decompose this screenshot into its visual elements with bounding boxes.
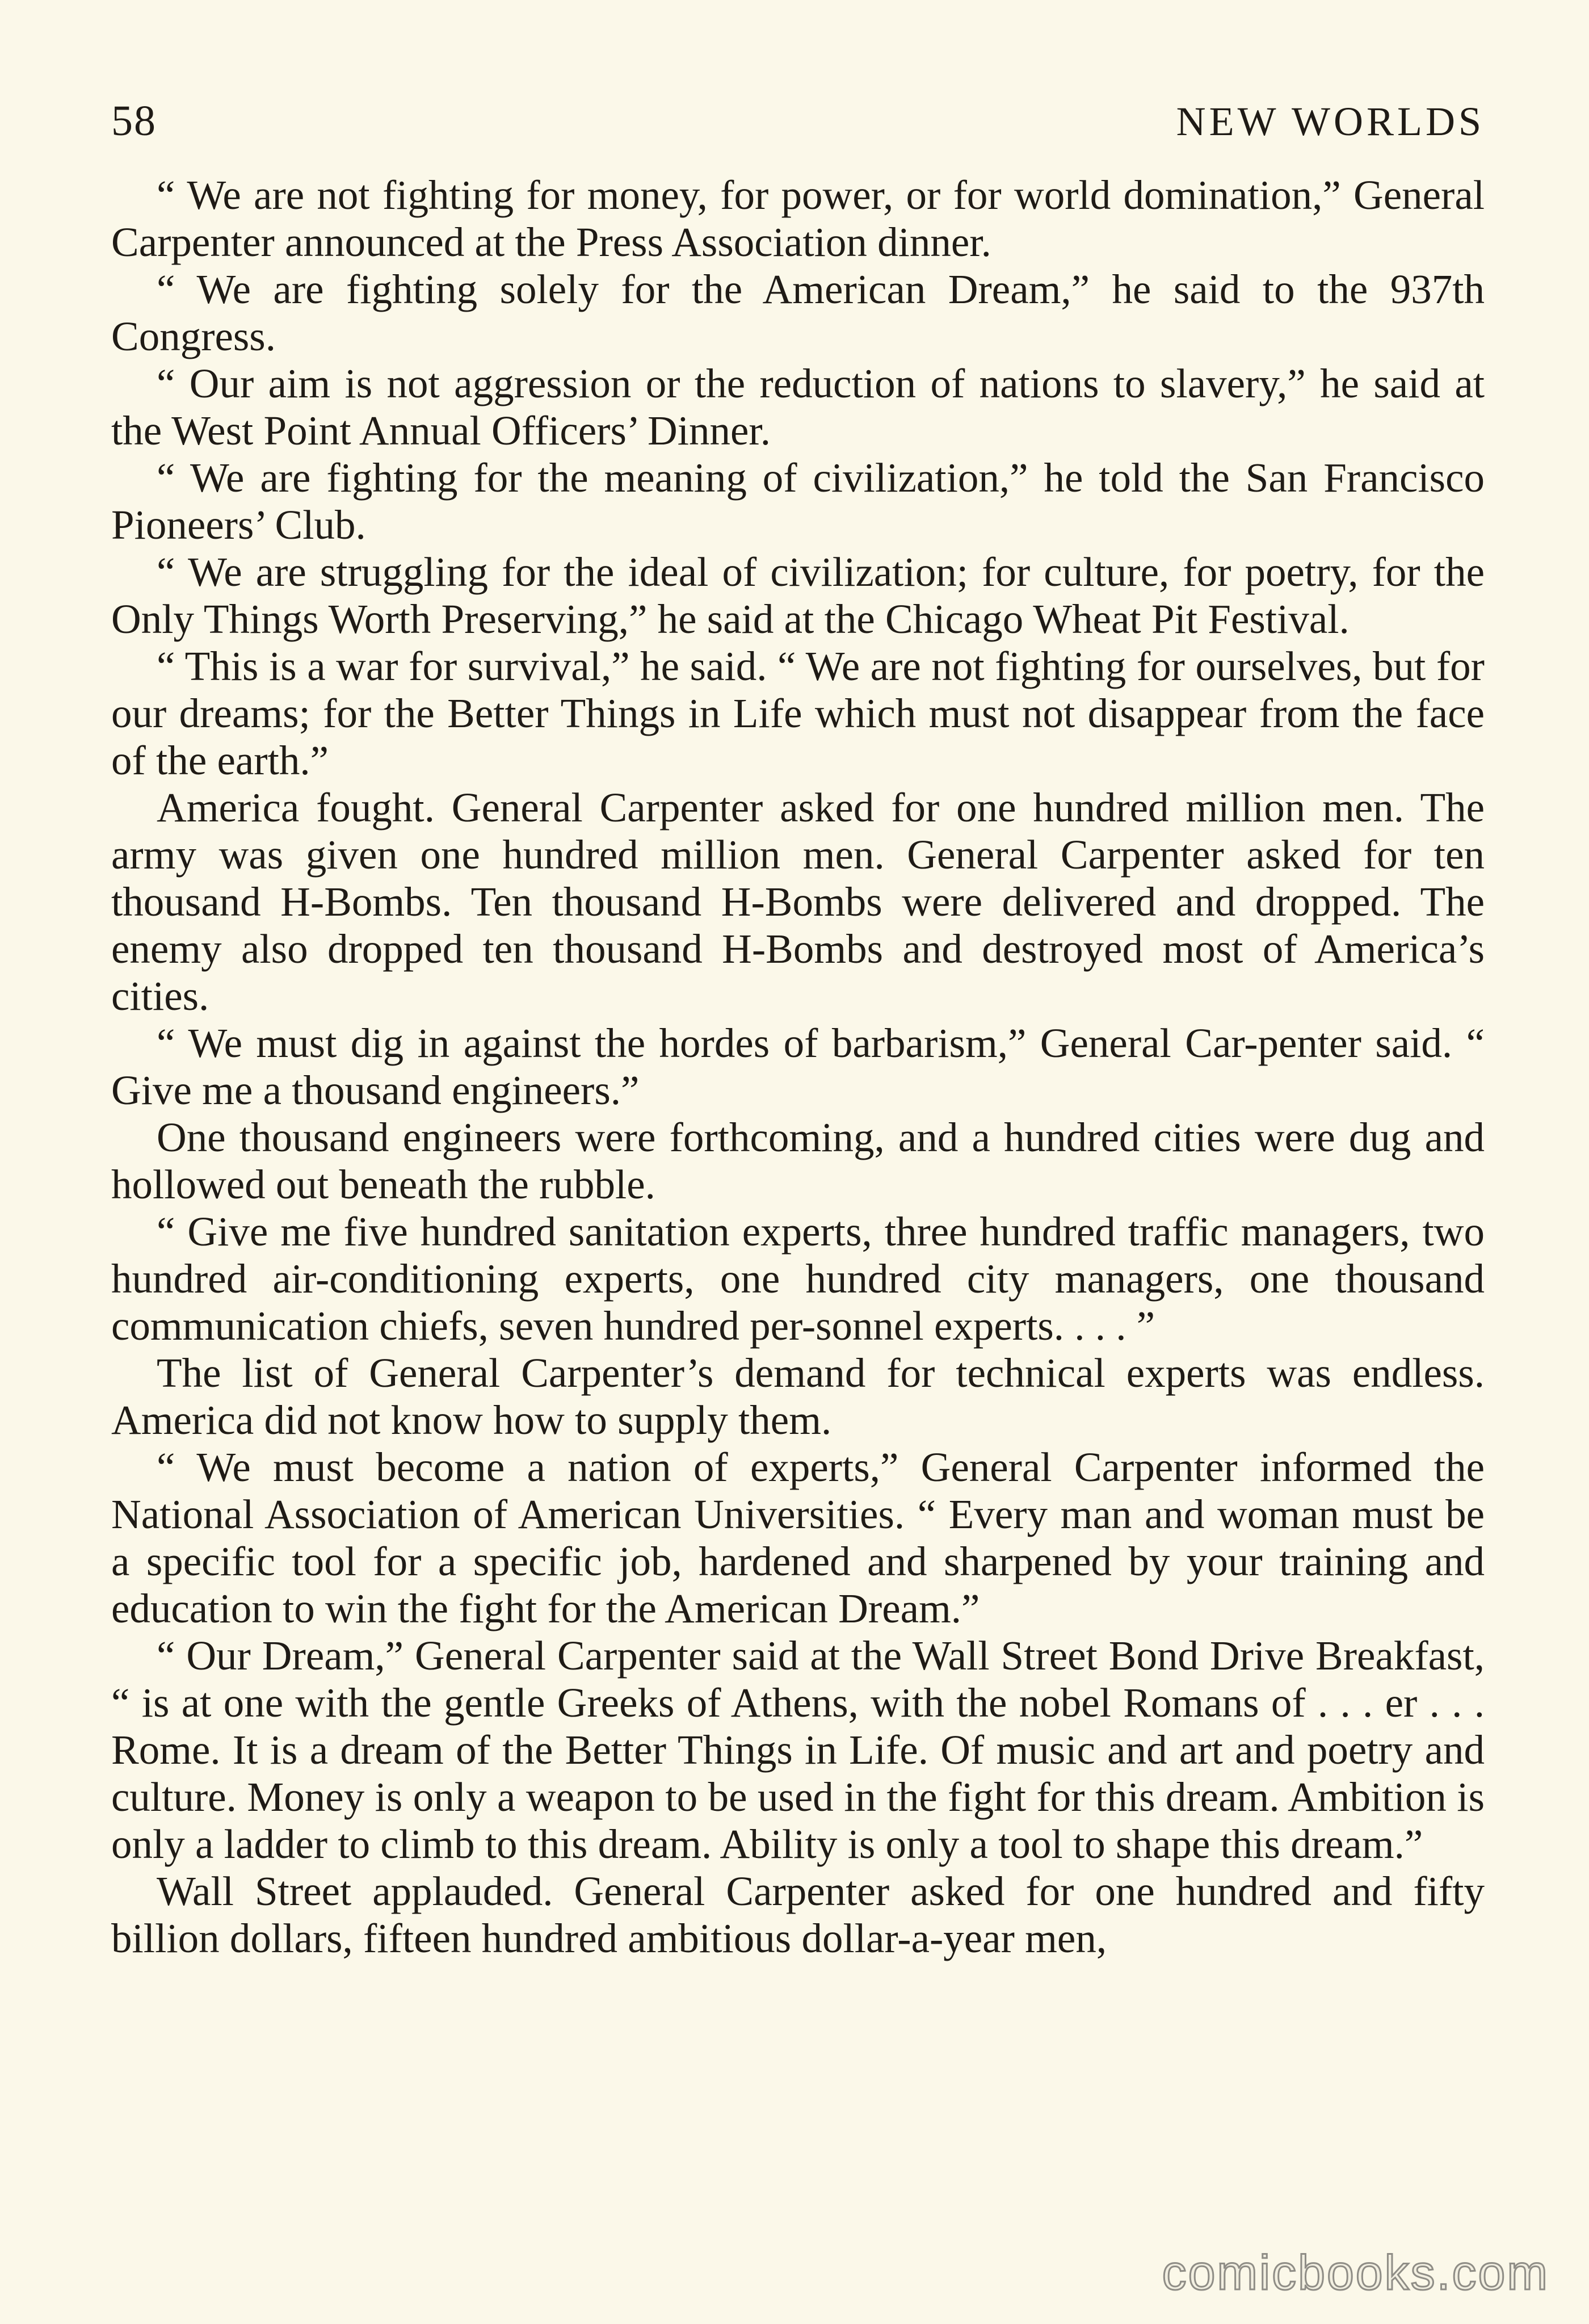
paragraph: “ We must dig in against the hordes of barbarism,” General Car-penter said. “ Give me a thousand engineers.”	[111, 1020, 1485, 1113]
paragraph: Wall Street applauded. General Carpenter asked for one hundred and fifty billion dollars, fifteen hundred ambitious dollar-a-year men,	[111, 1868, 1485, 1961]
paragraph: “ We must become a nation of experts,” General Carpenter informed the National Association of American Universities. “ Every man and woman must be a specific tool for a specific job, hardened and sharpened by your training and education to win the fight for the American Dream.”	[111, 1444, 1485, 1631]
paragraph: “ Our Dream,” General Carpenter said at the Wall Street Bond Drive Breakfast, “ is at one with the gentle Greeks of Athens, with the nobel Romans of . . . er . . . Rome. It is a dream of the Better Things in Life. Of music and art and poetry and culture. Money is only a weapon to be used in the fight for this dream. Ambition is only a ladder to climb to this dream. Ability is only a tool to shape this dream.”	[111, 1633, 1485, 1867]
running-title: NEW WORLDS	[1176, 99, 1485, 144]
paragraph: “ Give me five hundred sanitation experts, three hundred traffic managers, two hundred air-conditioning experts, one hundred city managers, one thousand communication chiefs, seven hundred per-sonnel experts. . . . ”	[111, 1209, 1485, 1349]
paragraph: “ We are fighting solely for the American Dream,” he said to the 937th Congress.	[111, 266, 1485, 359]
watermark: comicbooks.com	[1162, 2246, 1549, 2300]
paragraph: “ This is a war for survival,” he said. “ We are not fighting for ourselves, but for our dreams; for the Better Things in Life which must not disappear from the face of the earth.”	[111, 643, 1485, 783]
paragraph: One thousand engineers were forthcoming, and a hundred cities were dug and hollowed out beneath the rubble.	[111, 1114, 1485, 1207]
paragraph: “ Our aim is not aggression or the reduction of nations to slavery,” he said at the West Point Annual Officers’ Dinner.	[111, 360, 1485, 454]
book-page	[111, 97, 1485, 1962]
paragraph: America fought. General Carpenter asked for one hundred million men. The army was given one hundred million men. General Carpenter asked for ten thousand H-Bombs. Ten thousand H-Bombs were delivered and dropped. The enemy also dropped ten thousand H-Bombs and destroyed most of America’s cities.	[111, 785, 1485, 1019]
running-head	[111, 97, 1485, 159]
paragraph: “ We are not fighting for money, for power, or for world domination,” General Carpenter announced at the Press Association dinner.	[111, 172, 1485, 265]
body-text	[111, 171, 1485, 1962]
paragraph: The list of General Carpenter’s demand for technical experts was endless. America did not know how to supply them.	[111, 1350, 1485, 1443]
paragraph: “ We are struggling for the ideal of civilization; for culture, for poetry, for the Only Things Worth Preserving,” he said at the Chicago Wheat Pit Festival.	[111, 549, 1485, 642]
page-number: 58	[111, 97, 157, 145]
paragraph: “ We are fighting for the meaning of civilization,” he told the San Francisco Pioneers’ Club.	[111, 455, 1485, 548]
